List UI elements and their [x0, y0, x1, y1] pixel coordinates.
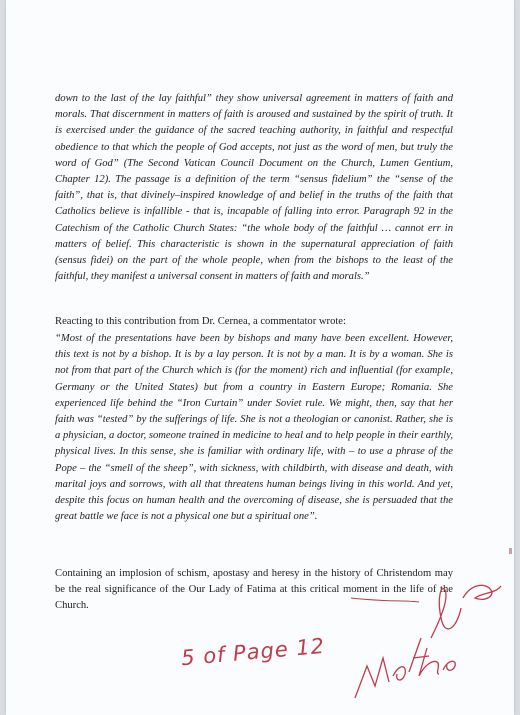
handwritten-page-note: 5 of Page 12 — [180, 633, 326, 671]
conclusion-paragraph: Containing an implosion of schism, apostasy and heresy in the history of Christendom may be the real significance of the Our Lady of Fatima at this critical moment in the life of the Church. — [55, 568, 453, 612]
commentator-quote-paragraph: “Most of the presentations have been by bishops and many have been excellent. However, this text is not by a bishop. It is by a lay person. It is not by a man. It is by a woman. She is not from that part of the Church which is (for the moment) rich and influential (for example, Germany or the United States) but from a country in Eastern Europe; Romania. She experienced life behind the “Iron Curtain” under Soviet rule. We might, then, say that her faith was “tested” by the sufferings of life. She is not a theologian or canonist. Rather, she is a physician, a doctor, someone trained in medicine to heal and to help people in their earthly, physical lives. In this sense, she is familiar with ordinary life, with – to use a phrase of the Pope – the “smell of the sheep”, with sickness, with childbirth, with disease and death, with marital joys and sorrows, with all that threatens human beings living in this world. And yet, despite this focus on human health and the overcoming of disease, she is persuaded that the great battle we face is not a physical one but a spiritual one”. — [55, 333, 453, 523]
reaction-intro-paragraph: Reacting to this contribution from Dr. Cernea, a commentator wrote: — [55, 316, 346, 327]
margin-mark — [509, 548, 512, 554]
handwritten-signature — [345, 578, 505, 708]
quote-continuation-paragraph: down to the last of the lay faithful” they show universal agreement in matters of faith and morals. That discernment in matters of faith is aroused and sustained by the spirit of truth. It is exercised under the guidance of the sacred teaching authority, in faithful and respectful obedience to that which the people of God accepts, not just as the word of men, but truly the word of God” (The Second Vatican Council Document on the Church, Lumen Gentium, Chapter 12). The passage is a definition of the term “sensus fidelium” the “sense of the faith”, that is, that divinely–inspired knowledge of and belief in the truths of the faith that Catholics believe is infallible - that is, incapable of falling into error. Paragraph 92 in the Catechism of the Catholic Church States: “the whole body of the faithful … cannot err in matters of belief. This characteristic is shown in the supernatural appreciation of faith (sensus fidei) on the part of the whole people, when from the bishops to the least of the faithful, they manifest a universal consent in matters of faith and morals.” — [55, 93, 453, 283]
